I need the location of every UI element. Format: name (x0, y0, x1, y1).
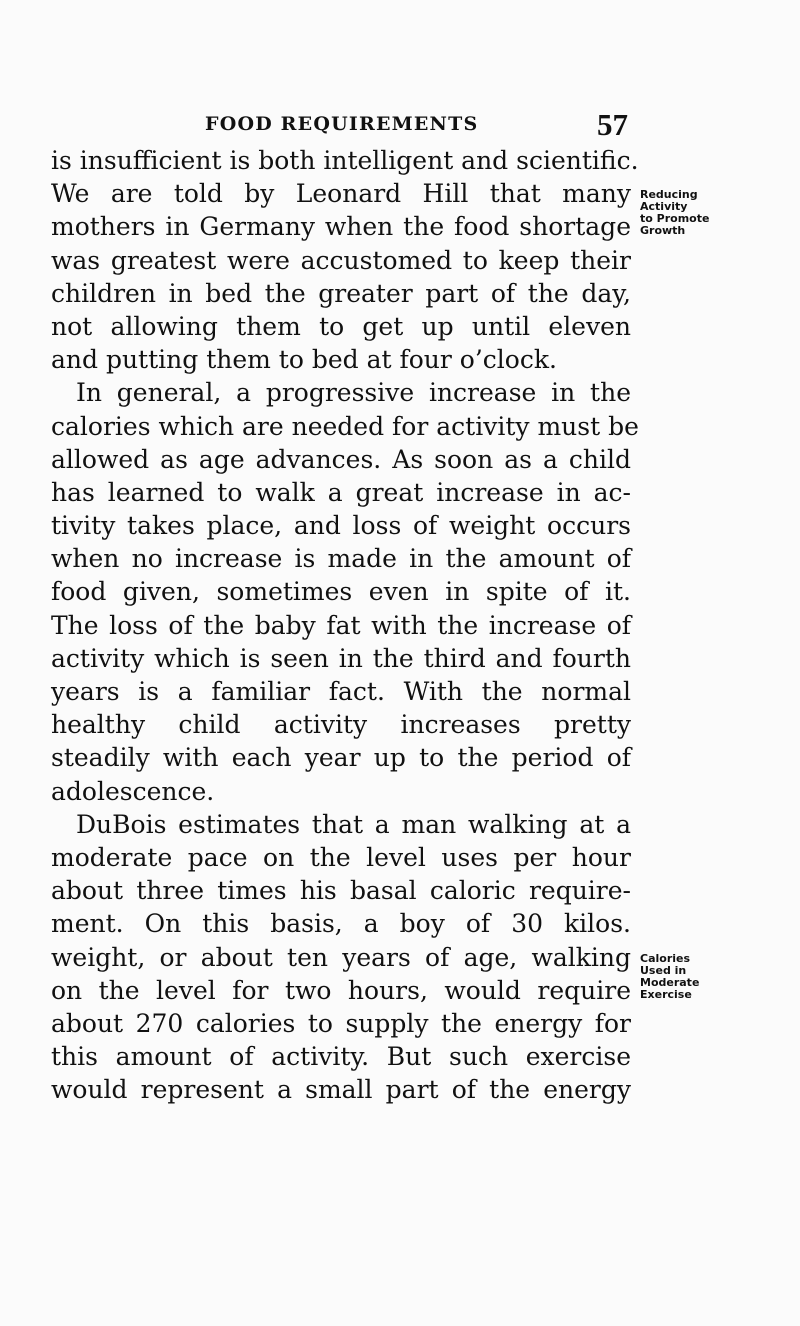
margin-note-reducing-activity (640, 189, 709, 237)
text-line: tivity takes place, and loss of weight occurs (51, 511, 631, 541)
text-line: The loss of the baby fat with the increase of (51, 610, 631, 640)
margin-note-calories-exercise (640, 953, 699, 1001)
text-line: food given, sometimes even in spite of it. (51, 577, 631, 607)
text-line: and putting them to bed at four o’clock. (51, 345, 557, 375)
text-line: on the level for two hours, would require (51, 975, 631, 1005)
running-head-title: FOOD REQUIREMENTS (205, 113, 479, 135)
text-line: years is a familiar fact. With the normal (51, 677, 631, 706)
margin-note-line: Moderate (640, 976, 700, 989)
text-line: steadily with each year up to the period of (51, 743, 631, 773)
text-line: not allowing them to get up until eleven (51, 311, 631, 341)
margin-note-line: Growth (640, 224, 686, 237)
text-line: weight, or about ten years of age, walking (51, 942, 631, 972)
text-line: activity which is seen in the third and fourth (51, 643, 631, 673)
text-line: is insufficient is both intelligent and scientific. (51, 146, 639, 175)
text-line: this amount of activity. But such exercise (51, 1042, 631, 1072)
text-line: children in bed the greater part of the day, (51, 278, 631, 308)
text-line: DuBois estimates that a man walking at a (76, 809, 631, 839)
text-line: has learned to walk a great increase in ac- (51, 477, 631, 507)
margin-note-line: Calories (640, 952, 691, 965)
text-line: mothers in Germany when the food shortage (51, 212, 631, 242)
margin-note-line: Used in (640, 964, 687, 977)
text-line: adolescence. (51, 776, 215, 806)
text-line: ment. On this basis, a boy of 30 kilos. (51, 909, 631, 939)
margin-note-line: Activity (640, 200, 688, 213)
margin-note-line: Exercise (640, 988, 692, 1001)
margin-note-line: Reducing (640, 188, 698, 201)
body-text (51, 144, 639, 1106)
margin-note-line: to Promote (640, 212, 710, 225)
text-line: calories which are needed for activity must be (51, 411, 639, 441)
text-line: allowed as age advances. As soon as a child (51, 444, 631, 474)
text-line: was greatest were accustomed to keep their (51, 245, 631, 275)
running-head (205, 107, 628, 143)
text-line: healthy child activity increases pretty (51, 710, 631, 740)
page-number: 57 (597, 107, 628, 142)
text-line: would represent a small part of the energy (51, 1075, 631, 1105)
text-line: In general, a progressive increase in the (76, 378, 631, 408)
text-line: about three times his basal caloric require- (51, 876, 631, 906)
text-line: about 270 calories to supply the energy for (51, 1008, 631, 1038)
text-line: when no increase is made in the amount of (51, 544, 631, 574)
text-line: We are told by Leonard Hill that many (51, 179, 631, 209)
text-line: moderate pace on the level uses per hour (51, 842, 631, 872)
